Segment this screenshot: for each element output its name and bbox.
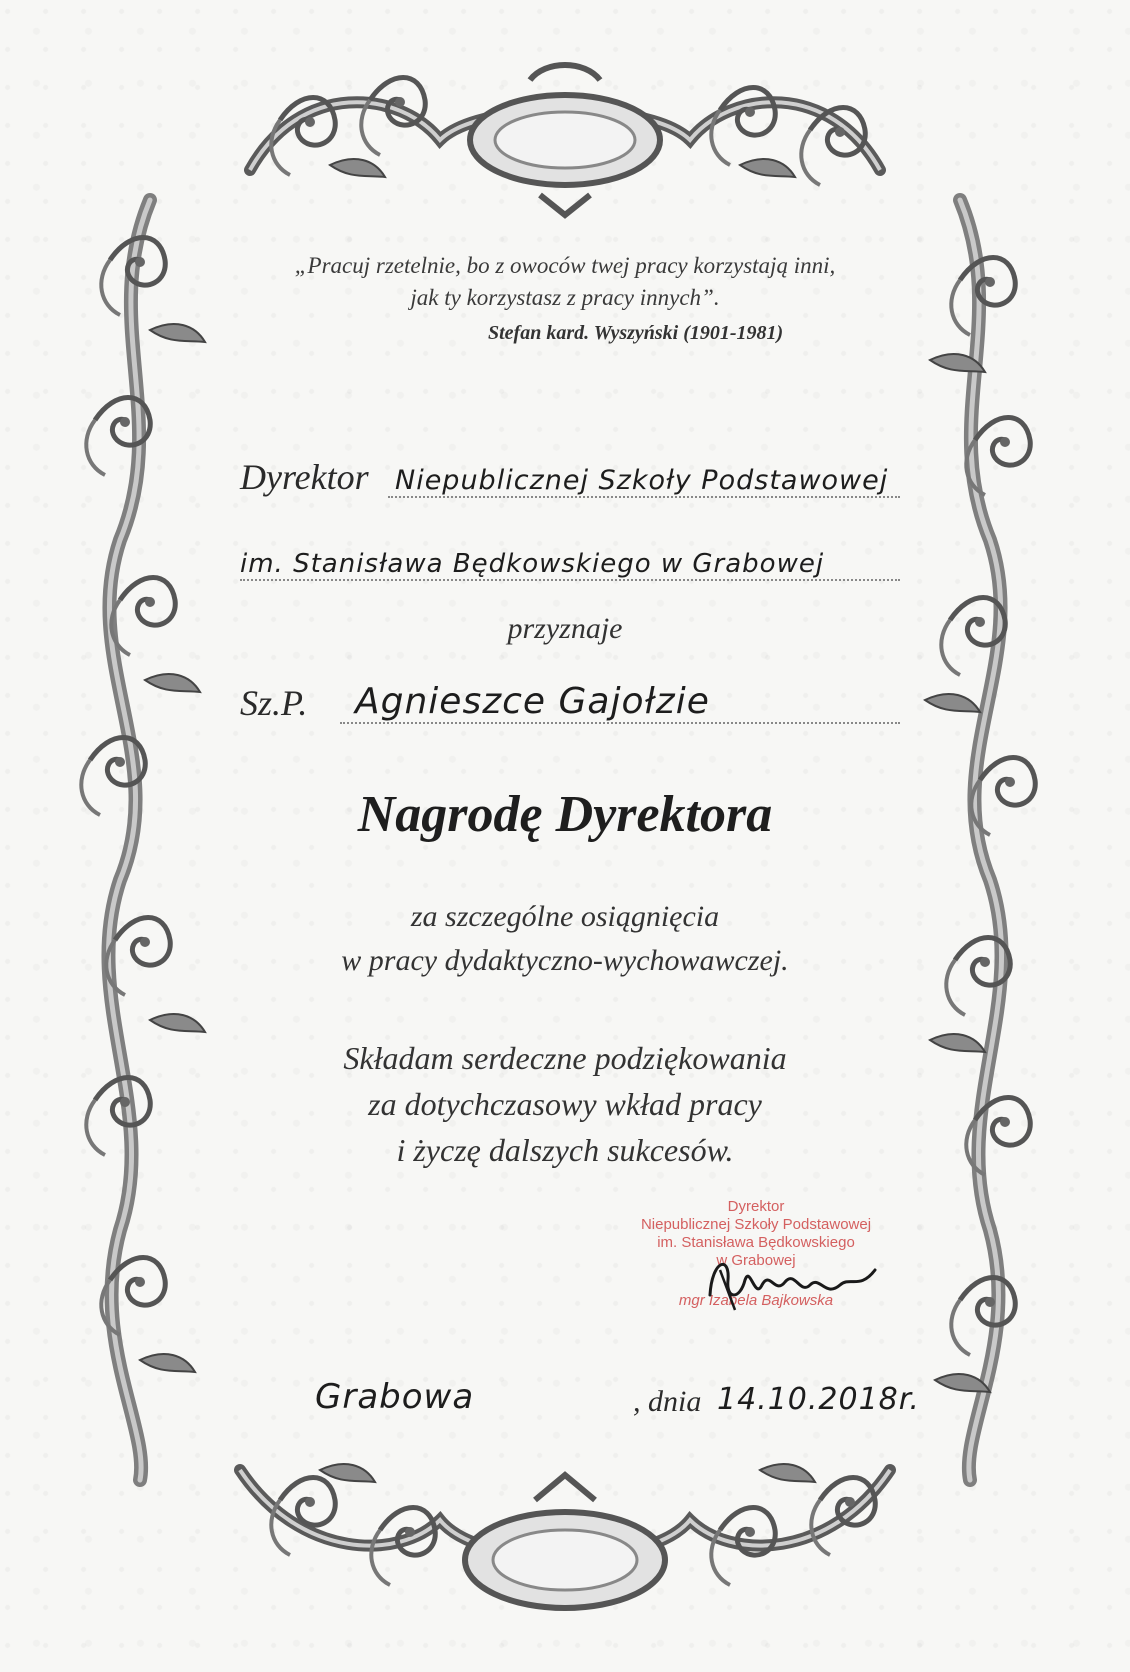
place-handwritten: Grabowa (315, 1377, 475, 1417)
dotted-line (340, 722, 900, 724)
award-title: Nagrodę Dyrektora (357, 786, 773, 843)
stamp-line-2: Niepublicznej Szkoły Podstawowej (640, 1216, 872, 1233)
top-cartouche-ornament (250, 65, 880, 215)
director-signature (700, 1240, 900, 1320)
date-label: , dnia (633, 1385, 702, 1418)
award-reason (0, 895, 1130, 983)
thanks-line-1: Składam serdeczne podziękowania (343, 1040, 787, 1076)
motto-author: Stefan kard. Wyszyński (1901-1981) (488, 322, 784, 344)
reason-line-2: w pracy dydaktyczno-wychowawczej. (341, 944, 789, 977)
place-date-row (285, 1375, 920, 1423)
dotted-line (388, 496, 900, 498)
thanks-paragraph (0, 1035, 1130, 1173)
dotted-line (240, 579, 900, 581)
awards-label: przyznaje (507, 612, 623, 645)
issuer-row-1 (240, 457, 900, 502)
motto-line-2: jak ty korzystasz z pracy innych”. (410, 285, 720, 310)
stamp-line-3: im. Stanisława Będkowskiego (657, 1234, 855, 1251)
issuer-row-2 (240, 545, 900, 585)
issuer-prefix: Dyrektor (240, 457, 369, 497)
motto-line-1: „Pracuj rzetelnie, bo z owoców twej pracy korzystają inni, (294, 253, 836, 278)
stamp-line-1: Dyrektor (727, 1198, 785, 1215)
recipient-prefix: Sz.P. (240, 683, 308, 723)
recipient-name-handwritten: Agnieszce Gajołzie (355, 681, 710, 722)
recipient-row (240, 681, 900, 728)
reason-line-1: za szczególne osiągnięcia (410, 900, 720, 933)
date-handwritten: 14.10.2018r. (717, 1382, 920, 1417)
stamp-line-4: w Grabowej (716, 1252, 796, 1269)
thanks-line-3: i życzę dalszych sukcesów. (396, 1132, 734, 1168)
thanks-line-2: za dotychczasowy wkład pracy (368, 1086, 762, 1122)
issuer-handwritten-line-1: Niepublicznej Szkoły Podstawowej (395, 465, 889, 496)
stamp-line-5: mgr Izabela Bajkowska (678, 1292, 834, 1309)
issuer-handwritten-line-2: im. Stanisława Będkowskiego w Grabowej (240, 549, 825, 579)
bottom-cartouche-ornament (240, 1464, 890, 1608)
motto-quote (0, 250, 1130, 314)
